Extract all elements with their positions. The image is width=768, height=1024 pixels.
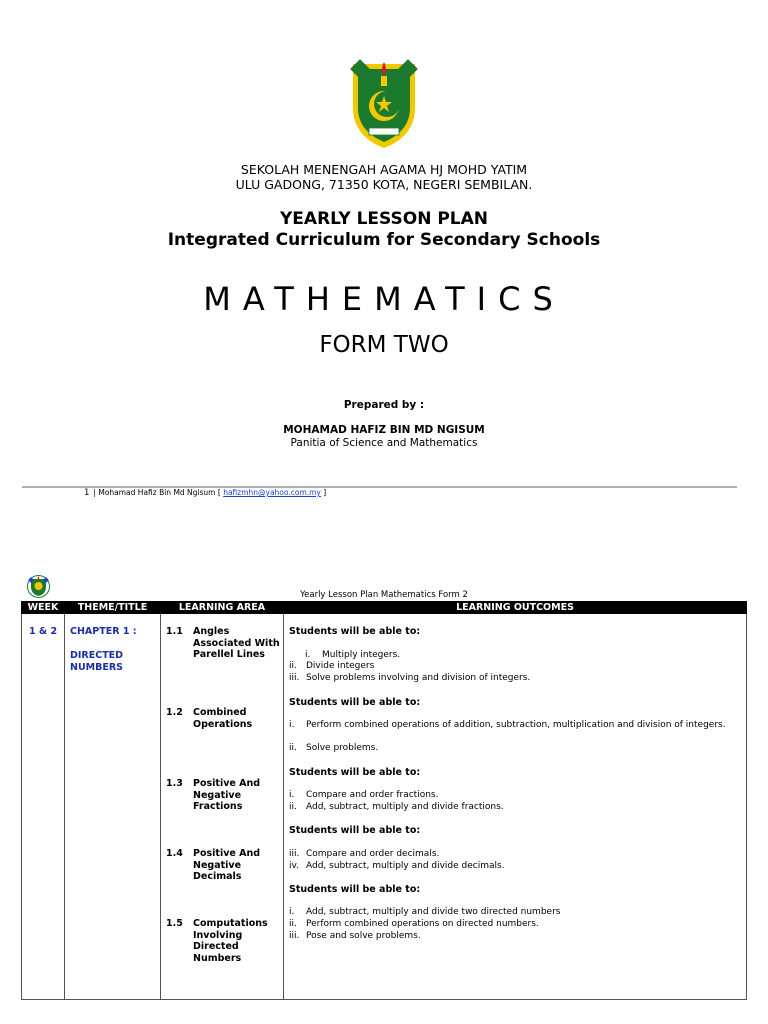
- header-week: WEEK: [22, 602, 65, 614]
- page-footer: 1 | Mohamad Hafiz Bin Md Ngisum [ hafizmhn@yahoo.com.my ]: [84, 488, 327, 498]
- area-number: 1.5: [166, 918, 183, 929]
- subject-title: MATHEMATICS: [203, 280, 565, 318]
- roman-numeral: iv.: [289, 861, 299, 871]
- table-header-row: [22, 602, 747, 614]
- learning-area-cell: [161, 614, 284, 1000]
- roman-numeral: ii.: [289, 661, 297, 671]
- header-learning-outcomes: LEARNING OUTCOMES: [284, 602, 747, 614]
- school-address: ULU GADONG, 71350 KOTA, NEGERI SEMBILAN.: [235, 177, 533, 192]
- outcome-item: [289, 790, 729, 802]
- page-header: Yearly Lesson Plan Mathematics Form 2: [300, 590, 468, 600]
- area-text: Positive And Negative Fractions: [193, 778, 261, 812]
- author-name: MOHAMAD HAFIZ BIN MD NGISUM: [283, 424, 485, 436]
- roman-numeral: i.: [289, 790, 295, 800]
- week-cell: [22, 614, 65, 1000]
- chapter-label: CHAPTER 1 :: [70, 626, 137, 637]
- area-number: 1.1: [166, 626, 183, 637]
- outcome-heading: Students will be able to:: [289, 884, 421, 895]
- table-row: [22, 614, 747, 1000]
- outcome-item: [289, 661, 729, 673]
- prepared-by-label: Prepared by :: [343, 399, 425, 411]
- lesson-plan-table: [21, 601, 747, 1000]
- outcome-item: [289, 907, 729, 919]
- outcome-text: Solve problems involving and division of integers.: [306, 673, 531, 683]
- roman-numeral: i.: [289, 720, 295, 730]
- area-number: 1.4: [166, 848, 183, 859]
- outcome-heading: Students will be able to:: [289, 697, 421, 708]
- roman-numeral: ii.: [289, 743, 297, 753]
- area-text: Computations Involving Directed Numbers: [193, 918, 268, 964]
- area-text: Positive And Negative Decimals: [193, 848, 261, 882]
- week-value: 1 & 2: [28, 626, 58, 637]
- roman-numeral: iii.: [289, 849, 300, 859]
- outcome-text: Divide integers: [306, 661, 375, 671]
- outcome-item: [289, 650, 745, 662]
- outcome-text: Perform combined operations of addition, subtraction, multiplication and division of integers.: [306, 720, 726, 730]
- chapter-title: DIRECTED NUMBERS: [70, 650, 124, 673]
- outcome-text: Add, subtract, multiply and divide decimals.: [306, 861, 505, 871]
- outcome-text: Compare and order decimals.: [306, 849, 440, 859]
- outcome-text: Solve problems.: [306, 743, 379, 753]
- outcome-heading: Students will be able to:: [289, 626, 421, 637]
- outcome-heading: Students will be able to:: [289, 825, 421, 836]
- footer-author: Mohamad Hafiz Bin Md Ngisum [: [98, 488, 224, 497]
- outcome-heading: Students will be able to:: [289, 767, 421, 778]
- roman-numeral: i.: [305, 650, 311, 660]
- roman-numeral: i.: [289, 907, 295, 917]
- area-number: 1.2: [166, 707, 183, 718]
- outcome-item: [289, 849, 729, 861]
- header-theme: THEME/TITLE: [65, 602, 161, 614]
- outcome-item: [289, 673, 729, 685]
- roman-numeral: iii.: [289, 673, 300, 683]
- outcome-text: Pose and solve problems.: [306, 931, 421, 941]
- outcome-text: Add, subtract, multiply and divide fractions.: [306, 802, 504, 812]
- department-name: Panitia of Science and Mathematics: [290, 437, 478, 449]
- roman-numeral: ii.: [289, 802, 297, 812]
- outcome-text: Add, subtract, multiply and divide two directed numbers: [306, 907, 561, 917]
- outcome-item: [289, 802, 729, 814]
- plan-title: YEARLY LESSON PLAN: [279, 209, 489, 229]
- outcome-item: [289, 931, 729, 943]
- outcome-text: Multiply integers.: [322, 650, 401, 660]
- outcome-item: [289, 861, 729, 873]
- header-learning-area: LEARNING AREA: [161, 602, 284, 614]
- form-level: FORM TWO: [319, 332, 449, 358]
- roman-numeral: ii.: [289, 919, 297, 929]
- theme-cell: [65, 614, 161, 1000]
- learning-outcomes-cell: [284, 614, 747, 1000]
- outcome-item: [289, 720, 729, 732]
- outcome-item: [289, 743, 729, 755]
- outcome-text: Perform combined operations on directed numbers.: [306, 919, 539, 929]
- page-number: 1: [84, 488, 90, 498]
- area-number: 1.3: [166, 778, 183, 789]
- school-name: SEKOLAH MENENGAH AGAMA HJ MOHD YATIM: [240, 162, 528, 177]
- plan-subtitle: Integrated Curriculum for Secondary Schools: [167, 230, 601, 250]
- area-text: Combined Operations: [193, 707, 253, 730]
- area-text: Angles Associated With Parellel Lines: [193, 626, 280, 660]
- roman-numeral: iii.: [289, 931, 300, 941]
- email-link[interactable]: hafizmhn@yahoo.com.my: [223, 488, 321, 497]
- outcome-text: Compare and order fractions.: [306, 790, 439, 800]
- outcome-item: [289, 919, 729, 931]
- footer-bracket: ]: [320, 488, 327, 497]
- school-crest-icon: [347, 58, 421, 150]
